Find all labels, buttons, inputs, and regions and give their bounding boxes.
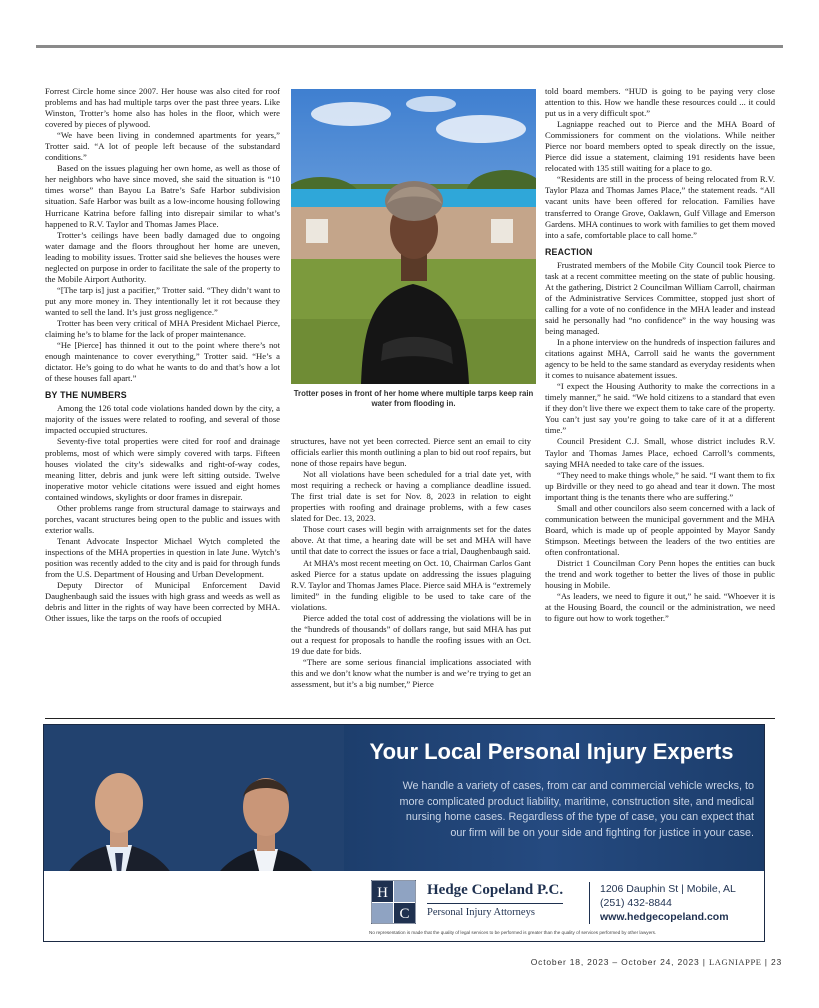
article-column-1 (45, 86, 280, 624)
paragraph: In a phone interview on the hundreds of inspection failures and citations against MHA, Carroll said he wants the government agency to be held to the same standard as everyday residents when it comes to nuisance abatement issues. (545, 337, 775, 381)
paragraph: Those court cases will begin with arraignments set for the dates above. At that time, a hearing date will be set and MHA will have until that date to correct the issues or face a trial, Daughenbaugh said. (291, 524, 531, 557)
paragraph: Deputy Director of Municipal Enforcement David Daughenbaugh said the issues with high grass and weeds as well as debris and litter in the rights of way have been corrected by MHA. Other issues, like the tarps on the roofs of occupied (45, 580, 280, 624)
paragraph: “We have been living in condemned apartments for years,” Trotter said. “A lot of people left because of the substandard conditions.” (45, 130, 280, 163)
ad-body-line: We handle a variety of cases, from car and commercial vehicle wrecks, to (402, 780, 754, 792)
logo-letter-h: H (377, 885, 388, 901)
logo-letter-c: C (399, 906, 410, 922)
paragraph: Frustrated members of the Mobile City Council took Pierce to task at a recent committee meeting on the state of public housing. At the gathering, District 2 Councilman William Carroll, chairman of the Administrative Services Committee, stopped just short of calling for a vote of no confidence in the MHA leader and instead said he personally had “no confidence” in the way housing was being managed. (545, 259, 775, 336)
ad-body-line: more complicated product liability, maritime, construction site, and medical (399, 795, 754, 808)
firm-block (427, 882, 563, 918)
firm-tagline: Personal Injury Attorneys (427, 903, 563, 918)
issue-dates: October 18, 2023 – October 24, 2023 (530, 957, 700, 967)
paragraph: Among the 126 total code violations handed down by the city, a majority of the issues were related to roofing, and several of those impacted occupied structures. (45, 403, 280, 436)
page-footer (531, 957, 782, 967)
paragraph: Tenant Advocate Inspector Michael Wytch completed the inspections of the MHA properties in question in late June. Wytch’s position was recently added to the city and is paid for through funds from the U.S. Department of Housing and Urban Development. (45, 535, 280, 580)
paragraph: At MHA’s most recent meeting on Oct. 10, Chairman Carlos Gant asked Pierce for a status update on addressing the issues plaguing R.V. Taylor and Thomas James Place. Pierce said MHA is “extremely limited” in the funding eligible to be used to take care of the violations. (291, 557, 531, 612)
paragraph: Based on the issues plaguing her own home, as well as those of her neighbors who have since moved, she said the situation is “10 times worse” than Bayou La Batre’s Safe Harbor subdivision situation. Safe Harbor was built as a low-income housing following Hurricane Katrina before falling into disrepair similar to what’s happened to R.V. Taylor and Thomas James Place. (45, 163, 280, 229)
firm-website: www.hedgecopeland.com (600, 911, 729, 923)
ad-body-line: nursing home cases. Regardless of the type of case, you can expect that (405, 811, 754, 823)
paragraph: told board members. “HUD is going to be paying very close attention to this. How we handle these resources could ... it could put us in a very difficult spot.” (545, 86, 775, 119)
ad-headline: Your Local Personal Injury Experts (369, 739, 734, 764)
woman-in-front-of-house-image (291, 89, 536, 384)
attorney-names: S. Russ Copeland & Robert J. Hedge (56, 927, 205, 937)
paragraph: Council President C.J. Small, whose district includes R.V. Taylor and Thomas James Place, echoed Carroll’s comments, saying MHA needed to take care of the issues. (545, 436, 775, 469)
firm-address: 1206 Dauphin St | Mobile, AL (600, 883, 736, 895)
ad-disclaimer: No representation is made that the quality of legal services to be performed is greater than the quality of services performed by other lawyers. (369, 930, 657, 935)
ad-body-text (334, 779, 754, 841)
section-heading-reaction: REACTION (545, 246, 593, 257)
page-number: 23 (770, 957, 782, 967)
firm-contact (589, 882, 736, 924)
ad-body-line: our firm will be on your side and fighting for justice in your case. (450, 826, 754, 839)
paragraph: Trotter’s ceilings have been badly damaged due to ongoing water damage and the floors throughout her home are uneven, leading to mobility issues. Trotter said she believes the houses were neglected on purpose in order to facilitate the sale of the property to the Mobile Airport Authority. (45, 229, 280, 284)
paragraph: “They need to make things whole,” he said. “I want them to fix up Birdville or they need to go ahead and tear it down. The most important thing is the tenants there who are suffering.” (545, 469, 775, 502)
paragraph: District 1 Councilman Cory Penn hopes the entities can buck the trend and work together to better the lives of those in public housing in Mobile. (545, 557, 775, 591)
paragraph: Trotter has been very critical of MHA President Michael Pierce, claiming he’s to blame for the lack of proper maintenance. (45, 317, 280, 340)
paragraph: Small and other councilors also seem concerned with a lack of communication between the municipal government and the MHA Board, which is made up of people appointed by Mayor Sandy Stimpson. Meetings between the leaders of the two entities are often confrontational. (545, 502, 775, 557)
article-column-3 (545, 86, 775, 624)
paragraph: Not all violations have been scheduled for a trial date yet, with most requiring a recheck or having a compliance deadline issued. The first trial date is set for Nov. 8, 2023 in relation to eight properties with roofing and drainage problems, with a few cases slated for Dec. 13, 2023. (291, 469, 531, 524)
paragraph: “[The tarp is] just a pacifier,” Trotter said. “They didn’t want to put any more money in. They intentionally let it rot because they wanted to sell the land. It’s just gross negligence.” (45, 284, 280, 317)
paragraph: Other problems range from structural damage to stairways and porches, vacant structures being open to the public and issues with exterior walls. (45, 502, 280, 535)
photo-caption: Trotter poses in front of her home where multiple tarps keep rain water from flooding in. (293, 389, 534, 408)
paragraph: “I expect the Housing Authority to make the corrections in a timely manner,” he said. “We hold citizens to a standard that even if they don’t live there we expect them to take care of the property. You can’t just say you’re going to take care of it at a different time.” (545, 381, 775, 436)
firm-phone: (251) 432-8844 (600, 897, 672, 909)
paragraph: “Residents are still in the process of being relocated from R.V. Taylor Plaza and Thomas James Place,” the statement reads. “All vacant units have been offered for relocation. Families have transferred to Orange Grove, Oaklawn, Gulf Village and Emerson Gardens. MHA continues to work with families to get them moved into a safe, comfortable place to call home.” (545, 174, 775, 240)
top-rule (36, 45, 783, 48)
hc-logo-icon (371, 880, 416, 924)
paragraph: “There are some serious financial implications associated with this and we don’t know what the number is and we’re trying to get an assessment, but it’s a big number,” Pierce (291, 656, 531, 690)
paragraph: Seventy-five total properties were cited for roof and drainage problems, most of which were simply covered with tarps. Fifteen houses violated the city’s sidewalks and right-of-way codes, meaning litter, debris and junk were left sitting outside. Twelve inoperative motor vehicle citations were issued and eight homes contained windows, skylights or door frames in disrepair. (45, 436, 280, 502)
article-photo (291, 89, 536, 384)
paragraph: Lagniappe reached out to Pierce and the MHA Board of Commissioners for comment on the violations. While neither Pierce nor board members opted to speak directly on the issue, Pierce did issue a statement, claiming 191 residents have been relocated with 135 still waiting for a place to go. (545, 119, 775, 174)
footer-separator: | (764, 957, 768, 967)
paragraph: Forrest Circle home since 2007. Her house was also cited for roof problems and has had multiple tarps over the past three years. Like Winston, Trotter’s home also has holes in the floor, which were covered by pieces of plywood. (45, 86, 280, 130)
paragraph: Pierce added the total cost of addressing the violations will be in the “hundreds of thousands” of dollars range, but said MHA has put out a request for proposals to handle the roofing issues with an Oct. 19 due date for bids. (291, 612, 531, 656)
publication-name: LAGNIAPPE (708, 957, 762, 967)
paragraph: structures, have not yet been corrected. Pierce sent an email to city officials earlier this month outlining a plan to bid out roof repairs, but none of those repairs have begun. (291, 436, 531, 469)
footer-separator: | (702, 957, 706, 967)
firm-name: Hedge Copeland P.C. (427, 882, 564, 898)
section-heading-by-the-numbers: BY THE NUMBERS (45, 390, 127, 401)
paragraph: “He [Pierce] has thinned it out to the point where there’s not enough maintenance to cover everything,” Trotter said. “He’s a dictator. He’s going to do what he wants to do and that’s how a lot of these houses fall apart.” (45, 340, 280, 384)
advertisement-hedge-copeland (43, 724, 765, 942)
section-divider (45, 718, 775, 719)
paragraph: “As leaders, we need to figure it out,” he said. “Whoever it is at the Housing Board, the council or the administration, we need to figure out how to work together.” (545, 591, 775, 624)
article-column-2 (291, 436, 531, 690)
